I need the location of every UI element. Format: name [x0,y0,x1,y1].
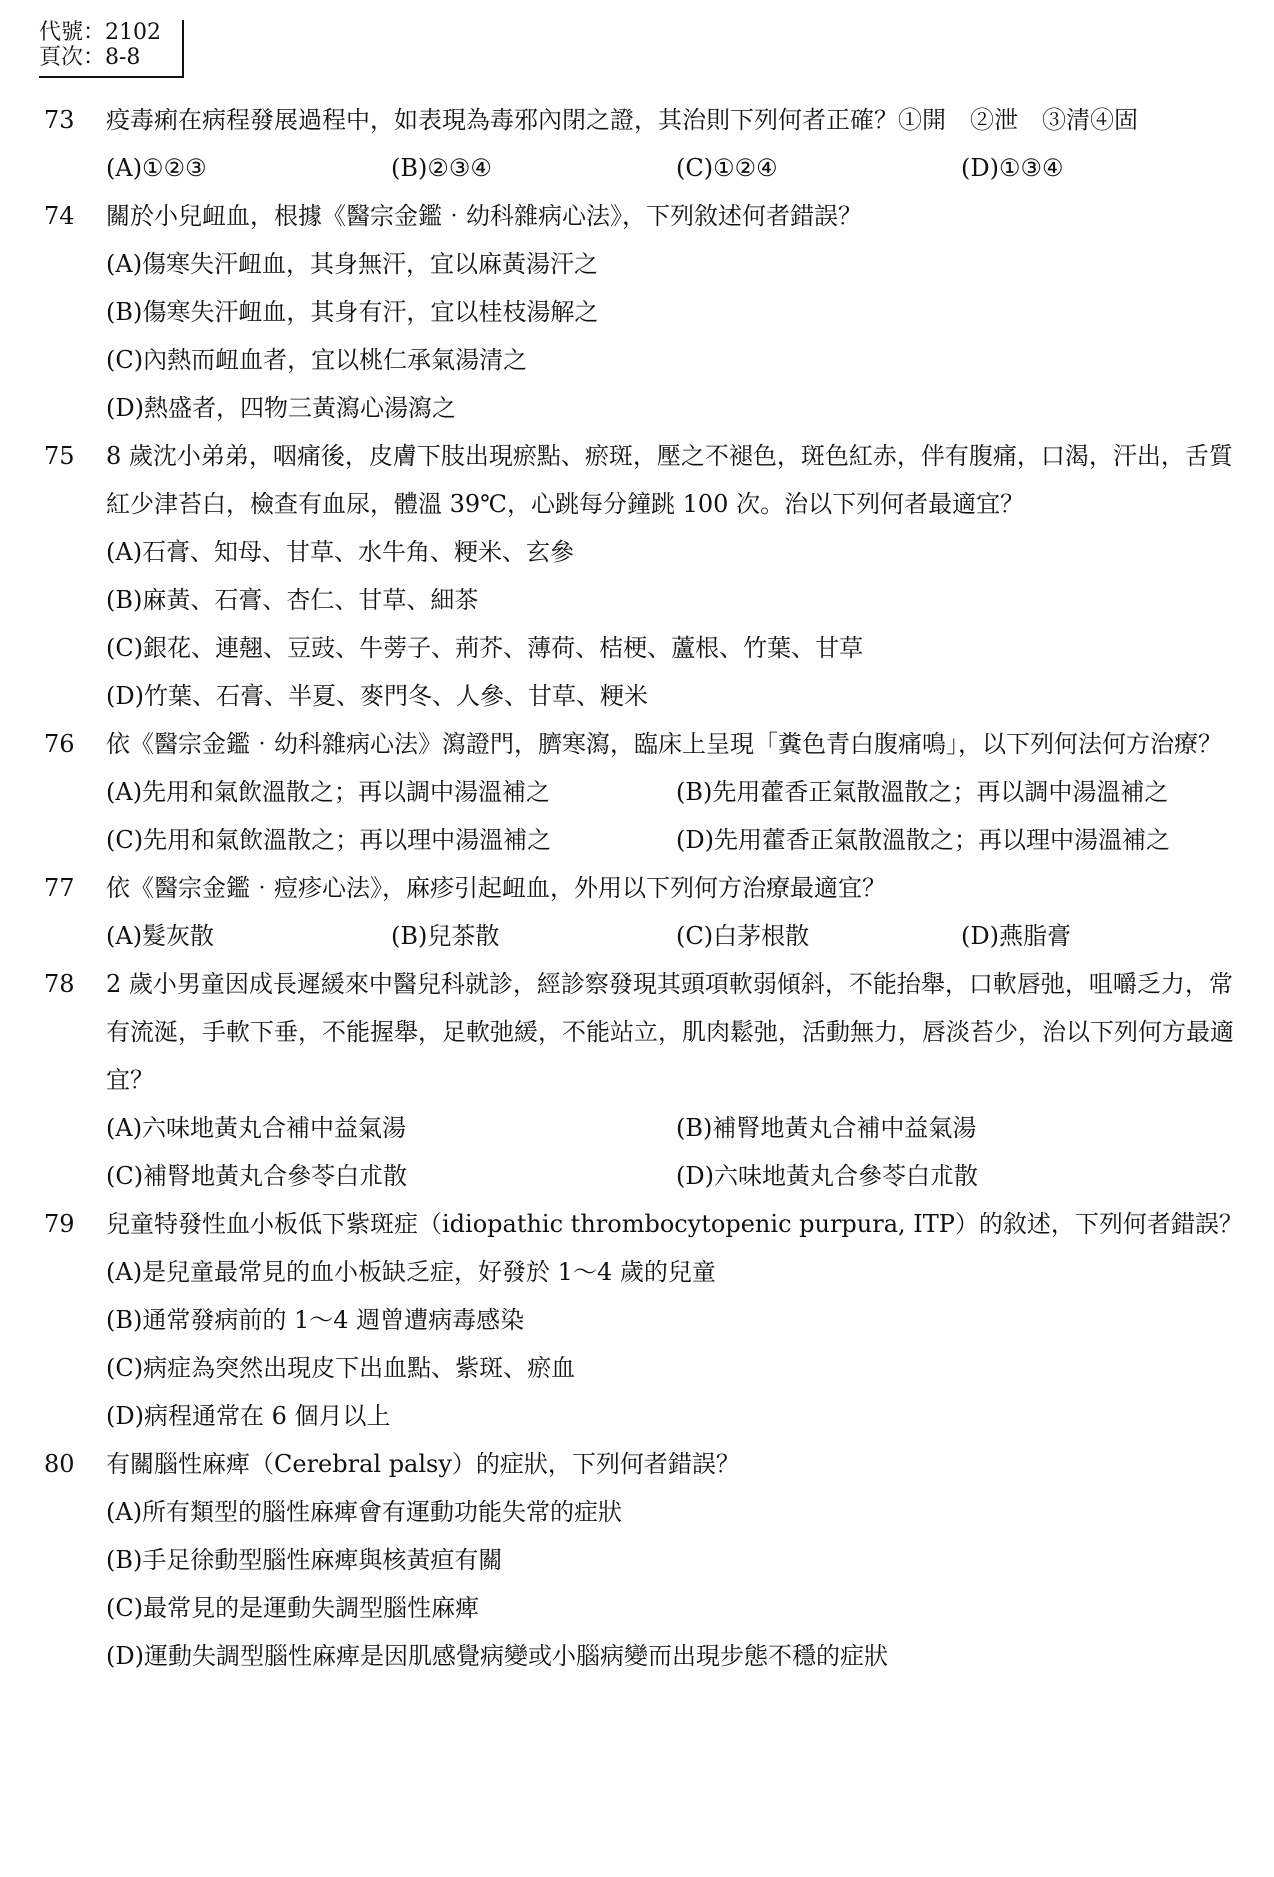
answer-option: (B)先用藿香正氣散溫散之；再以調中湯溫補之 [676,778,1169,806]
question-number: 76 [44,730,75,758]
answer-option: (C)①②④ [676,154,778,182]
answer-option: (D)①③④ [961,154,1064,182]
question-stem: 有關腦性麻痺（Cerebral palsy）的症狀，下列何者錯誤？ [106,1450,740,1478]
answer-options [106,1248,1246,1440]
answer-option: (A)傷寒失汗衄血，其身無汗，宜以麻黃湯汗之 [106,250,599,278]
answer-option: (A)石膏、知母、甘草、水牛角、粳米、玄參 [106,538,575,566]
question-stem: 疫毒痢在病程發展過程中，如表現為毒邪內閉之證，其治則下列何者正確？①開 ②泄 ③清④固 [106,106,1138,134]
question-number: 73 [44,106,75,134]
question-item [0,1200,1274,1440]
answer-option: (A)是兒童最常見的血小板缺乏症，好發於 1～4 歲的兒童 [106,1258,716,1286]
answer-option: (D)先用藿香正氣散溫散之；再以理中湯溫補之 [676,826,1170,854]
answer-options [106,1104,1246,1200]
page-header-box [39,20,184,78]
answer-option: (C)病症為突然出現皮下出血點、紫斑、瘀血 [106,1354,576,1382]
question-stem: 關於小兒衄血，根據《醫宗金鑑‧幼科雜病心法》，下列敘述何者錯誤？ [106,202,862,230]
question-number: 77 [44,874,75,902]
answer-option: (B)傷寒失汗衄血，其身有汗，宜以桂枝湯解之 [106,298,599,326]
question-number: 78 [44,970,75,998]
question-number: 80 [44,1450,75,1478]
question-stem: 8 歲沈小弟弟，咽痛後，皮膚下肢出現瘀點、瘀斑，壓之不褪色，斑色紅赤，伴有腹痛，口渴，汗出，舌質紅少津苔白，檢查有血尿，體溫 39℃，心跳每分鐘跳 100 次。治以下列何者最適宜？ [106,442,1233,518]
answer-option: (A)①②③ [106,154,207,182]
answer-option: (D)運動失調型腦性麻痺是因肌感覺病變或小腦病變而出現步態不穩的症狀 [106,1642,888,1670]
page-number-label: 頁次：8-8 [39,45,141,70]
question-item [0,864,1274,960]
answer-options [106,912,1246,960]
answer-options [106,528,1246,720]
question-item [0,960,1274,1200]
answer-option: (C)內熱而衄血者，宜以桃仁承氣湯清之 [106,346,528,374]
answer-option: (A)六味地黃丸合補中益氣湯 [106,1114,407,1142]
answer-option: (B)補腎地黃丸合補中益氣湯 [676,1114,977,1142]
question-stem: 兒童特發性血小板低下紫斑症（idiopathic thrombocytopenic purpura, ITP）的敘述，下列何者錯誤？ [106,1210,1243,1238]
answer-option: (B)②③④ [391,154,492,182]
question-item [0,1440,1274,1680]
question-number: 79 [44,1210,75,1238]
answer-option: (C)銀花、連翹、豆豉、牛蒡子、荊芥、薄荷、桔梗、蘆根、竹葉、甘草 [106,634,864,662]
answer-option: (A)先用和氣飲溫散之；再以調中湯溫補之 [106,778,551,806]
answer-option: (B)麻黃、石膏、杏仁、甘草、細茶 [106,586,479,614]
question-item [0,432,1274,720]
answer-option: (B)通常發病前的 1～4 週曾遭病毒感染 [106,1306,525,1334]
answer-option: (D)竹葉、石膏、半夏、麥門冬、人參、甘草、粳米 [106,682,648,710]
answer-option: (C)先用和氣飲溫散之；再以理中湯溫補之 [106,826,552,854]
question-list [0,96,1274,1680]
answer-option: (C)補腎地黃丸合參苓白朮散 [106,1162,408,1190]
answer-options [106,1488,1246,1680]
question-number: 75 [44,442,75,470]
answer-option: (D)燕脂膏 [961,922,1071,950]
question-stem: 2 歲小男童因成長遲緩來中醫兒科就診，經診察發現其頭項軟弱傾斜，不能抬舉，口軟唇弛，咀嚼乏力，常有流涎，手軟下垂，不能握舉，足軟弛緩，不能站立，肌肉鬆弛，活動無力，唇淡苔少，治以下列何方最適宜？ [106,970,1234,1094]
question-item [0,96,1274,192]
answer-option: (C)白茅根散 [676,922,810,950]
answer-options [106,144,1246,192]
answer-option: (D)熱盛者，四物三黃瀉心湯瀉之 [106,394,456,422]
answer-option: (A)髮灰散 [106,922,215,950]
answer-option: (C)最常見的是運動失調型腦性麻痺 [106,1594,480,1622]
exam-code-label: 代號：2102 [39,20,161,45]
question-number: 74 [44,202,75,230]
answer-option: (B)兒茶散 [391,922,500,950]
question-item [0,720,1274,864]
question-item [0,192,1274,432]
answer-option: (D)六味地黃丸合參苓白朮散 [676,1162,978,1190]
answer-options [106,240,1246,432]
answer-options [106,768,1246,864]
question-stem: 依《醫宗金鑑‧痘疹心法》，麻疹引起衄血，外用以下列何方治療最適宜？ [106,874,886,902]
answer-option: (B)手足徐動型腦性麻痺與核黃疸有關 [106,1546,503,1574]
question-stem: 依《醫宗金鑑‧幼科雜病心法》瀉證門，臍寒瀉，臨床上呈現「糞色青白腹痛鳴」，以下列何法何方治療？ [106,730,1222,758]
answer-option: (D)病程通常在 6 個月以上 [106,1402,391,1430]
answer-option: (A)所有類型的腦性麻痺會有運動功能失常的症狀 [106,1498,623,1526]
